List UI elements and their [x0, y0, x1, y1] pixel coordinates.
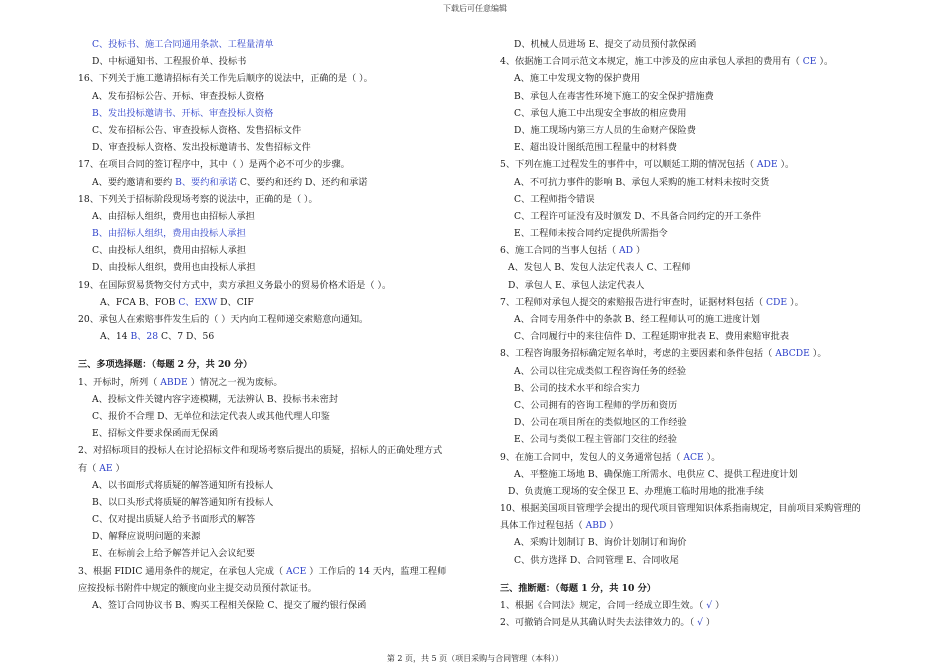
text-line — [500, 517, 910, 534]
answer-text: ABDE — [160, 376, 188, 388]
section-gap — [78, 345, 488, 356]
text-span: ）。 — [703, 451, 721, 463]
text-line: C、供方选择 D、合同管理 E、合同收尾 — [514, 554, 679, 566]
text-line — [500, 156, 910, 173]
text-line: E、公司与类似工程主管部门交往的经验 — [514, 434, 677, 446]
text-line: A、公司以往完成类似工程咨询任务的经验 — [514, 365, 687, 377]
answer-text: √ — [706, 600, 713, 611]
answer-text: B、要约和承诺 — [175, 176, 237, 188]
left-column — [78, 36, 488, 614]
text-span: 9、在施工合同中，发包人的义务通常包括（ — [500, 451, 684, 463]
answer-text: CDE — [766, 296, 788, 308]
section-heading: 三、推断题：（每题 1 分，共 10 分） — [500, 582, 656, 594]
text-line: C、承包人施工中出现安全事故的相应费用 — [514, 107, 687, 119]
text-line: A、发布招标公告、开标、审查投标人资格 — [92, 90, 265, 102]
text-line: A、平整施工场地 B、确保施工所需水、电供应 C、提供工程进度计划 — [514, 468, 798, 480]
section-heading: 三、多项选择题：（每题 2 分，共 20 分） — [78, 359, 253, 371]
text-line: 18、下列关于招标阶段现场考察的说法中，正确的是（ ）。 — [78, 193, 318, 205]
text-line: A、发包人 B、发包人法定代表人 C、工程师 — [508, 262, 691, 274]
text-line: A、采购计划制订 B、询价计划制订和询价 — [514, 537, 687, 549]
text-span: 1、根据《合同法》规定，合同一经成立即生效。（ — [500, 600, 707, 611]
text-line: 应按投标书附件中规定的额度向业主提交动员预付款证书。 — [78, 582, 317, 594]
text-line: B、发出投标邀请书、开标、审查投标人资格 — [92, 107, 274, 119]
answer-text: ACE — [683, 451, 704, 463]
text-span: 3、根据 FIDIC 通用条件的规定，在承包人完成（ — [78, 565, 287, 577]
text-line: B、由招标人组织，费用由投标人承担 — [92, 228, 246, 240]
text-span: ） — [633, 245, 646, 257]
text-span: ）。 — [787, 296, 804, 308]
text-line: C、仅对提出质疑人给予书面形式的解答 — [92, 514, 256, 526]
text-line: B、承包人在毒害性环境下施工的安全保护措施费 — [514, 90, 714, 102]
answer-text: ABD — [585, 520, 607, 532]
text-span: ） — [112, 462, 125, 474]
text-line: D、机械人员进场 E、提交了动员预付款保函 — [514, 39, 697, 50]
text-line: D、承包人 E、承包人法定代表人 — [508, 279, 645, 291]
text-span: ） — [712, 600, 725, 611]
text-span: ）。 — [777, 159, 795, 171]
text-line: D、由投标人组织，费用也由投标人承担 — [92, 262, 256, 274]
text-span: 5、下列在施工过程发生的事件中，可以顺延工期的情况包括（ — [500, 159, 757, 171]
text-line: D、审查投标人资格、发出投标邀请书、发售招标文件 — [92, 142, 311, 154]
text-line: 19、在国际贸易货物交付方式中，卖方承担义务最小的贸易价格术语是（ ）。 — [78, 279, 392, 291]
text-line: E、超出设计图纸范围工程量中的材料费 — [514, 142, 677, 154]
text-line: 16、下列关于施工邀请招标有关工作先后顺序的说法中，正确的是（ ）。 — [78, 73, 373, 85]
text-line — [78, 174, 488, 191]
text-line: E、工程师未按合同约定提供所需指令 — [514, 228, 668, 240]
text-line: 17、在项目合同的签订程序中，其中（ ）是两个必不可少的步骤。 — [78, 159, 350, 171]
answer-text: C、EXW — [178, 296, 218, 308]
text-span: 2、可撤销合同是从其确认时失去法律效力的。（ — [500, 617, 698, 629]
text-line: D、施工现场内第三方人员的生命财产保险费 — [514, 124, 696, 136]
text-span: A、14 — [100, 331, 131, 343]
page-header: 下载后可任意编辑 — [443, 4, 507, 13]
answer-text: CE — [802, 56, 817, 68]
text-line — [500, 53, 910, 70]
text-span: C、7 D、56 — [158, 331, 215, 343]
text-span: A、FCA B、FOB — [100, 296, 179, 308]
text-line — [500, 597, 910, 614]
text-line: A、由招标人组织，费用也由招标人承担 — [92, 210, 255, 222]
text-line: D、中标通知书、工程报价单、投标书 — [92, 56, 247, 68]
text-span: ） — [702, 617, 716, 629]
text-line: D、负责施工现场的安全保卫 E、办理施工临时用地的批准手续 — [508, 485, 764, 497]
text-line — [500, 614, 910, 631]
text-line: C、投标书、施工合同通用条款、工程量清单 — [92, 39, 274, 50]
text-line: A、以书面形式将质疑的解答通知所有投标人 — [92, 479, 274, 491]
answer-text: ABCDE — [775, 348, 810, 360]
answer-text: ACE — [286, 565, 307, 577]
text-line: C、工程师指令错误 — [514, 193, 595, 205]
text-span: 1、开标时，所列（ — [78, 376, 161, 388]
text-span: ）。 — [809, 348, 827, 360]
text-line — [78, 563, 488, 580]
text-span: 8、工程咨询服务招标确定短名单时，考虑的主要因素和条件包括（ — [500, 348, 776, 360]
text-line: B、公司的技术水平和综合实力 — [514, 382, 641, 394]
text-line — [500, 449, 910, 466]
text-line — [78, 328, 488, 345]
text-span: 有（ — [78, 462, 100, 474]
text-line: 2、对招标项目的投标人在讨论招标文件和现场考察后提出的质疑，招标人的正确处理方式 — [78, 445, 443, 457]
text-line: 10、根据美国项目管理学会提出的现代项目管理知识体系指南规定，目前项目采购管理的 — [500, 503, 861, 515]
text-line — [500, 345, 910, 362]
answer-text: B、28 — [130, 331, 159, 343]
text-line — [78, 294, 488, 311]
text-line: E、招标文件要求保函而无保函 — [92, 428, 219, 440]
text-span: ） — [606, 520, 619, 532]
text-line: C、合同履行中的来往信件 D、工程延期审批表 E、费用索赔审批表 — [514, 331, 790, 343]
right-column — [500, 36, 910, 631]
text-line: C、工程许可证没有及时颁发 D、不具备合同约定的开工条件 — [514, 210, 762, 222]
text-line: D、公司在项目所在的类似地区的工作经验 — [514, 417, 687, 429]
text-line: B、以口头形式将质疑的解答通知所有投标人 — [92, 496, 274, 508]
text-span: ）工作后的 14 天内，监理工程师 — [306, 565, 447, 577]
answer-text: AD — [619, 245, 634, 257]
text-line — [500, 294, 910, 311]
text-span: ）情况之一视为废标。 — [187, 376, 283, 388]
text-line: C、公司拥有的咨询工程师的学历和资历 — [514, 399, 678, 411]
text-line: A、签订合同协议书 B、购买工程相关保险 C、提交了履约银行保函 — [92, 600, 367, 611]
text-span: D、CIF — [217, 296, 254, 308]
text-line: 20、承包人在索赔事件发生后的（ ）天内向工程师递交索赔意向通知。 — [78, 314, 369, 325]
text-span: 4、依据施工合同示范文本规定，施工中涉及的应由承包人承担的费用有（ — [500, 56, 803, 68]
text-line — [78, 460, 488, 477]
text-line: E、在标前会上给予解答并记入会议纪要 — [92, 548, 255, 560]
text-span: 6、施工合同的当事人包括（ — [500, 245, 620, 257]
text-line: C、发布招标公告、审查投标人资格、发售招标文件 — [92, 124, 302, 136]
text-line: A、投标文件关键内容字迹模糊，无法辨认 B、投标书未密封 — [92, 393, 338, 405]
text-line: D、解释应说明问题的来源 — [92, 531, 201, 543]
text-line — [500, 242, 910, 259]
page-footer: 第 2 页，共 5 页（项目采购与合同管理（本科）） — [386, 654, 564, 663]
text-line: A、不可抗力事件的影响 B、承包人采购的施工材料未按时交货 — [514, 176, 770, 188]
text-span: C、要约和还约 D、还约和承诺 — [236, 176, 368, 188]
text-line: C、报价不合理 D、无单位和法定代表人或其他代理人印鉴 — [92, 410, 330, 422]
text-line: C、由投标人组织，费用由招标人承担 — [92, 245, 247, 257]
answer-text: √ — [697, 617, 703, 629]
text-line: A、施工中发现文物的保护费用 — [514, 73, 641, 85]
answer-text: ADE — [756, 159, 778, 171]
text-span: ）。 — [816, 56, 834, 68]
text-span: 7、工程师对承包人提交的索赔报告进行审查时，证据材料包括（ — [500, 296, 767, 308]
text-line — [78, 374, 488, 391]
text-line: A、合同专用条件中的条款 B、经工程师认可的施工进度计划 — [514, 314, 760, 325]
answer-text: AE — [99, 462, 113, 474]
section-gap — [500, 569, 910, 580]
text-span: A、要约邀请和要约 — [92, 176, 176, 188]
text-span: 具体工作过程包括（ — [500, 520, 586, 532]
